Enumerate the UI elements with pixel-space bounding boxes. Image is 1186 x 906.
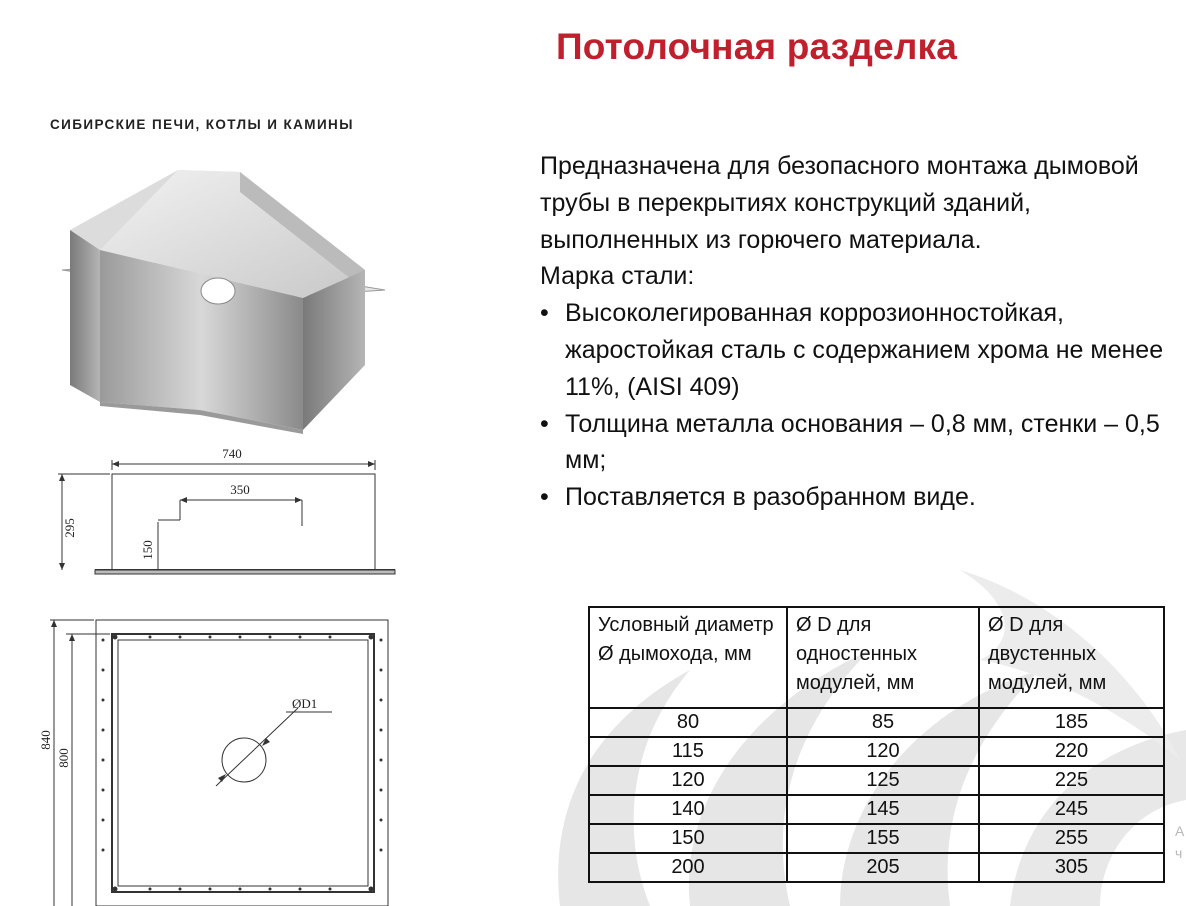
- table-cell: 245: [979, 795, 1164, 824]
- header-double-wall-diameter: Ø D для двустенных модулей, мм: [979, 607, 1164, 708]
- table-cell: 200: [589, 853, 787, 882]
- header-nominal-diameter: Условный диаметр Ø дымохода, мм: [589, 607, 787, 708]
- spec-bullet-list: [540, 295, 1180, 516]
- table-row: [589, 795, 1164, 824]
- table-cell: 80: [589, 708, 787, 737]
- table-cell: 120: [589, 766, 787, 795]
- table-row: [589, 766, 1164, 795]
- product-photo: [40, 130, 400, 450]
- edge-text-line-2: ч: [1175, 845, 1183, 861]
- side-width-label: 740: [222, 446, 242, 461]
- table-row: [589, 824, 1164, 853]
- table-row: [589, 853, 1164, 882]
- top-inner-size-label: 800: [56, 748, 71, 768]
- table-row: [589, 708, 1164, 737]
- table-cell: 120: [787, 737, 979, 766]
- diameter-table: [588, 606, 1165, 883]
- top-view-drawing: [40, 600, 400, 906]
- side-sub-height-label: 150: [140, 540, 155, 560]
- table-header-row: [589, 607, 1164, 708]
- side-height-label: 295: [62, 518, 77, 538]
- table-row: [589, 737, 1164, 766]
- table-cell: 185: [979, 708, 1164, 737]
- hole-diameter-label: ØD1: [292, 696, 318, 711]
- table-cell: 140: [589, 795, 787, 824]
- page-title: Потолочная разделка: [556, 26, 958, 67]
- steel-grade-label: Марка стали:: [540, 262, 695, 291]
- bullet-steel-type: • Высоколегированная коррозионностойкая, жаростойкая сталь с содержанием хрома не менее 11%, (AISI 409): [540, 295, 1180, 405]
- table-cell: 155: [787, 824, 979, 853]
- description-intro: Предназначена для безопасного монтажа дымовой трубы в перекрытиях конструкций зданий, выполненных из горючего материала.: [540, 152, 1139, 254]
- table-cell: 150: [589, 824, 787, 853]
- description-block: [540, 148, 1180, 516]
- top-outer-size-label: 840: [38, 730, 53, 750]
- side-view-drawing: [40, 442, 400, 592]
- table-cell: 115: [589, 737, 787, 766]
- brand-label: СИБИРСКИЕ ПЕЧИ, КОТЛЫ И КАМИНЫ: [50, 117, 354, 132]
- header-single-wall-diameter: Ø D для одностенных модулей, мм: [787, 607, 979, 708]
- side-inner-width-label: 350: [230, 482, 250, 497]
- table-cell: 255: [979, 824, 1164, 853]
- table-cell: 225: [979, 766, 1164, 795]
- table-cell: 205: [787, 853, 979, 882]
- table-cell: 85: [787, 708, 979, 737]
- bullet-delivery: • Поставляется в разобранном виде.: [540, 479, 1180, 516]
- edge-text-fragment: [1175, 820, 1184, 864]
- table-cell: 125: [787, 766, 979, 795]
- table-cell: 305: [979, 853, 1164, 882]
- table-cell: 220: [979, 737, 1164, 766]
- bullet-metal-thickness: • Толщина металла основания – 0,8 мм, стенки – 0,5 мм;: [540, 406, 1180, 480]
- edge-text-line-1: A: [1175, 823, 1185, 839]
- table-cell: 145: [787, 795, 979, 824]
